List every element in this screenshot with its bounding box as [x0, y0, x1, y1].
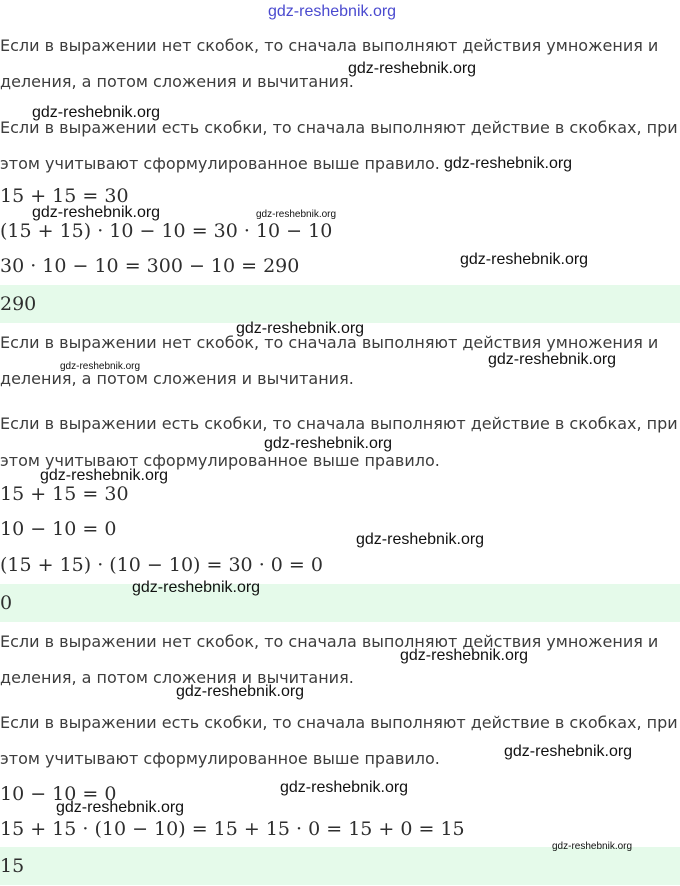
watermark[interactable]: gdz-reshebnik.org [444, 155, 573, 172]
rule-text: деления, а потом сложения и вычитания. [0, 668, 354, 687]
rule-text: Если в выражении есть скобки, то сначала выполняют действие в скобках, при [0, 118, 678, 137]
watermark[interactable]: gdz-reshebnik.org [176, 683, 305, 700]
watermark[interactable]: gdz-reshebnik.org [40, 467, 169, 484]
watermark[interactable]: gdz-reshebnik.org [56, 799, 185, 816]
watermark[interactable]: gdz-reshebnik.org [348, 60, 477, 77]
rule-text: этом учитывают сформулированное выше правило. [0, 749, 440, 768]
math-step: 15 + 15 · (10 − 10) = 15 + 15 · 0 = 15 + 0 = 15 [0, 818, 465, 840]
rule-text: Если в выражении нет скобок, то сначала выполняют действия умножения и [0, 333, 659, 352]
watermark[interactable]: gdz-reshebnik.org [132, 579, 261, 596]
answer-box: 0 [0, 584, 680, 622]
math-step: (15 + 15) · (10 − 10) = 30 · 0 = 0 [0, 554, 323, 576]
watermark[interactable]: gdz-reshebnik.org [400, 647, 529, 664]
math-step: 15 + 15 = 30 [0, 185, 129, 207]
watermark[interactable]: gdz-reshebnik.org [256, 209, 337, 220]
rule-text: Если в выражении есть скобки, то сначала выполняют действие в скобках, при [0, 414, 678, 433]
watermark[interactable]: gdz-reshebnik.org [264, 435, 393, 452]
watermark[interactable]: gdz-reshebnik.org [60, 361, 141, 372]
math-step: 10 − 10 = 0 [0, 783, 117, 805]
watermark[interactable]: gdz-reshebnik.org [552, 841, 633, 852]
rule-text: Если в выражении есть скобки, то сначала выполняют действие в скобках, при [0, 713, 678, 732]
answer-box: 290 [0, 285, 680, 323]
watermark[interactable]: gdz-reshebnik.org [356, 531, 485, 548]
rule-text: Если в выражении нет скобок, то сначала выполняют действия умножения и [0, 632, 659, 651]
math-step: 30 · 10 − 10 = 300 − 10 = 290 [0, 255, 300, 277]
rule-text: деления, а потом сложения и вычитания. [0, 72, 354, 91]
rule-text: деления, а потом сложения и вычитания. [0, 369, 354, 388]
rule-text: Если в выражении нет скобок, то сначала выполняют действия умножения и [0, 36, 659, 55]
watermark[interactable]: gdz-reshebnik.org [236, 320, 365, 337]
watermark[interactable]: gdz-reshebnik.org [504, 743, 633, 760]
watermark[interactable]: gdz-reshebnik.org [488, 351, 617, 368]
watermark[interactable]: gdz-reshebnik.org [460, 251, 589, 268]
math-step: 10 − 10 = 0 [0, 518, 117, 540]
math-step: (15 + 15) · 10 − 10 = 30 · 10 − 10 [0, 220, 333, 242]
rule-text: этом учитывают сформулированное выше правило. [0, 451, 440, 470]
answer-box: 15 [0, 847, 680, 885]
header-watermark[interactable]: gdz-reshebnik.org [268, 3, 397, 20]
watermark[interactable]: gdz-reshebnik.org [32, 104, 161, 121]
watermark[interactable]: gdz-reshebnik.org [280, 779, 409, 796]
math-step: 15 + 15 = 30 [0, 483, 129, 505]
rule-text: этом учитывают сформулированное выше правило. [0, 154, 440, 173]
watermark[interactable]: gdz-reshebnik.org [32, 204, 161, 221]
